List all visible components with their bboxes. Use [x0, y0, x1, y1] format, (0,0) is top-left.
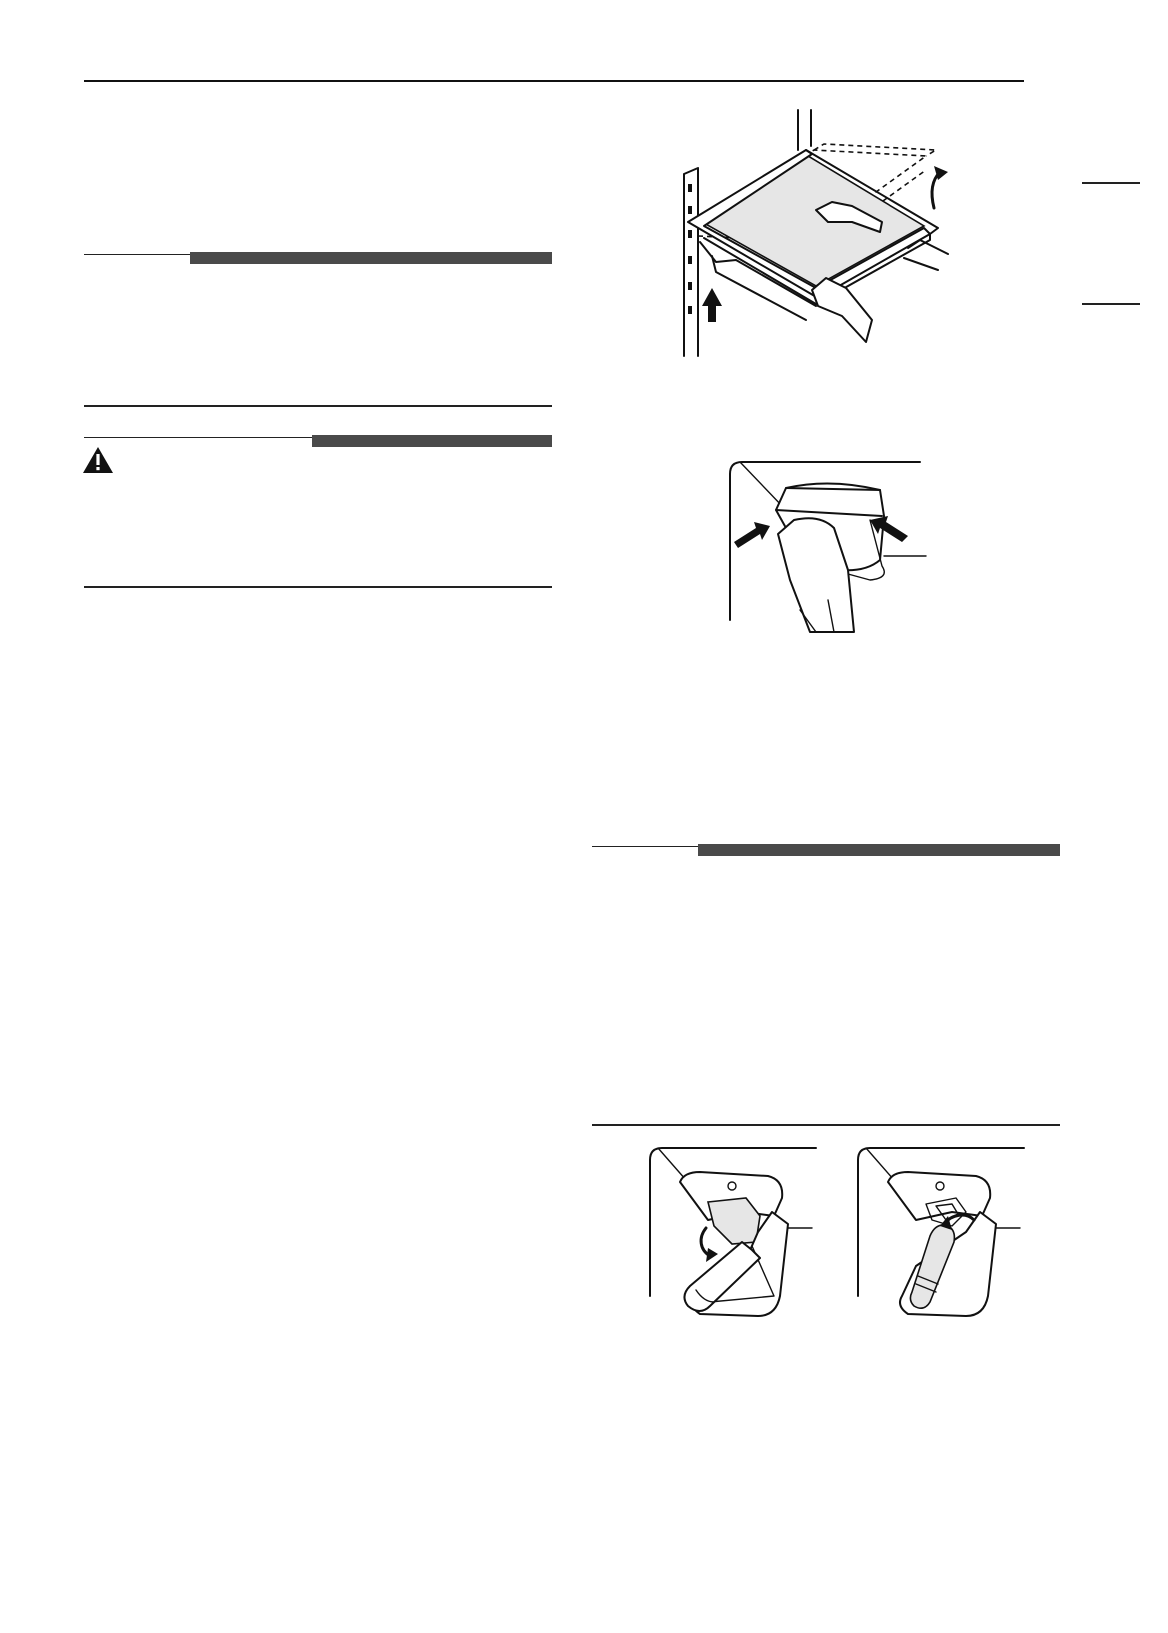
page-top-rule [84, 80, 1024, 82]
section-divider-1 [84, 405, 552, 407]
section-divider-3 [592, 1124, 1060, 1126]
shelf-removal-illustration [676, 110, 996, 360]
warning-header-rule [84, 437, 312, 438]
section-header-bar-2 [698, 844, 1060, 856]
section-header-bar-1 [190, 252, 552, 264]
section-divider-2 [84, 586, 552, 588]
filter-install-illustration [856, 1146, 1026, 1336]
section-header-rule-2 [592, 846, 698, 847]
chapter-tab-marker-top [1082, 182, 1140, 184]
filter-removal-illustration [648, 1146, 818, 1336]
section-header-rule-1 [84, 254, 190, 255]
warning-header-bar [312, 435, 552, 447]
warning-triangle-icon [82, 446, 114, 474]
chapter-tab-marker-bottom [1082, 303, 1140, 305]
filter-cover-illustration [730, 460, 930, 645]
